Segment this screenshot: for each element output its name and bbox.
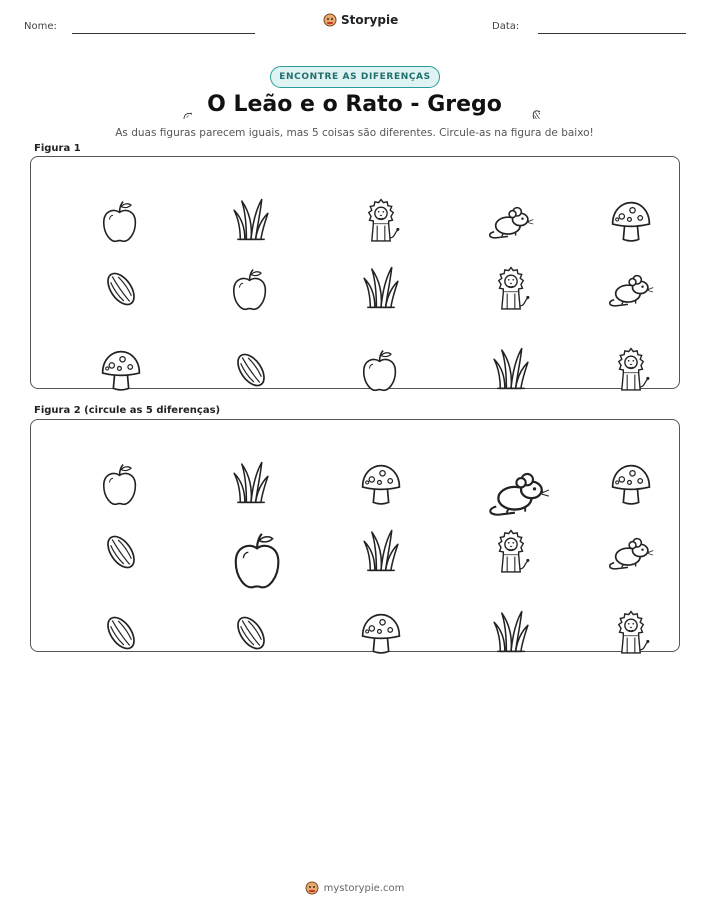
date-label: Data:: [492, 21, 520, 32]
brand: [323, 13, 398, 27]
brand-name: Storypie: [341, 13, 399, 27]
figure1-item-mushroom: [68, 317, 128, 377]
lion-icon: [465, 243, 511, 289]
apple-icon: [75, 175, 121, 221]
lion-icon: [585, 587, 631, 633]
seed-icon: [205, 587, 251, 633]
figure2-item-mushroom[interactable]: [328, 431, 388, 491]
instructions: As duas figuras parecem iguais, mas 5 coisas são diferentes. Circule-as na figura de baixo!: [115, 127, 594, 139]
mushroom-icon: [335, 438, 381, 484]
grass-icon: [205, 438, 251, 484]
lion-icon: [585, 324, 631, 370]
figure2-item-seed[interactable]: [68, 580, 128, 640]
figure1-item-apple: [68, 168, 128, 228]
figure1-item-lion: [578, 317, 638, 377]
lion-icon: [335, 175, 381, 221]
apple-icon: [335, 324, 381, 370]
mouse-icon: [457, 430, 519, 492]
mouse-icon: [465, 175, 511, 221]
footer-link[interactable]: mystorypie.com: [323, 882, 405, 894]
apple-icon: [75, 438, 121, 484]
figure2-panel[interactable]: [30, 419, 680, 652]
figure2-item-mushroom[interactable]: [328, 580, 388, 640]
figure1-item-mushroom: [578, 168, 638, 228]
seed-icon: [516, 95, 540, 119]
mushroom-icon: [585, 175, 631, 221]
figure1-item-apple: [328, 317, 388, 377]
seed-icon: [205, 324, 251, 370]
figure1-item-grass: [198, 168, 258, 228]
figure2-label: Figura 2 (circule as 5 diferenças): [34, 405, 221, 416]
figure2-item-grass[interactable]: [198, 431, 258, 491]
figure1-item-mouse: [578, 236, 638, 296]
figure1-item-apple: [198, 236, 258, 296]
apple-icon: [197, 498, 259, 560]
figure2-item-mouse[interactable]: [578, 499, 638, 559]
grass-icon: [465, 324, 511, 370]
figure2-item-mouse[interactable]: [458, 431, 518, 491]
figure2-item-lion[interactable]: [458, 499, 518, 559]
footer: [0, 881, 709, 895]
name-label: Nome:: [24, 21, 57, 32]
figure2-item-seed[interactable]: [198, 580, 258, 640]
seed-icon: [75, 587, 121, 633]
figure1-item-mouse: [458, 168, 518, 228]
mushroom-icon: [585, 438, 631, 484]
mouse-icon: [585, 243, 631, 289]
figure2-item-apple[interactable]: [68, 431, 128, 491]
seed-icon: [75, 243, 121, 289]
figure1-panel: [30, 156, 680, 389]
figure2-item-mushroom[interactable]: [578, 431, 638, 491]
apple-icon: [205, 243, 251, 289]
grass-icon: [465, 587, 511, 633]
storypie-logo-icon: [323, 13, 337, 27]
figure1-item-lion: [458, 236, 518, 296]
seed-icon: [75, 506, 121, 552]
figure1-item-seed: [68, 236, 128, 296]
grass-icon: [205, 175, 251, 221]
figure2-item-apple[interactable]: [198, 499, 258, 559]
name-field[interactable]: [72, 33, 255, 34]
figure2-item-grass[interactable]: [328, 499, 388, 559]
grass-icon: [335, 243, 381, 289]
lion-icon: [465, 506, 511, 552]
figure1-item-grass: [328, 236, 388, 296]
figure1-item-lion: [328, 168, 388, 228]
figure2-item-seed[interactable]: [68, 499, 128, 559]
mouse-icon: [585, 506, 631, 552]
mushroom-icon: [335, 587, 381, 633]
figure2-item-grass[interactable]: [458, 580, 518, 640]
mushroom-icon: [75, 324, 121, 370]
storypie-logo-icon: [305, 881, 319, 895]
figure2-item-lion[interactable]: [578, 580, 638, 640]
figure1-label: Figura 1: [34, 143, 81, 154]
page-title: O Leão e o Rato - Grego: [207, 92, 502, 117]
figure1-item-seed: [198, 317, 258, 377]
grass-icon: [335, 506, 381, 552]
activity-badge: ENCONTRE AS DIFERENÇAS: [270, 66, 440, 88]
figure1-item-grass: [458, 317, 518, 377]
date-field[interactable]: [538, 33, 686, 34]
